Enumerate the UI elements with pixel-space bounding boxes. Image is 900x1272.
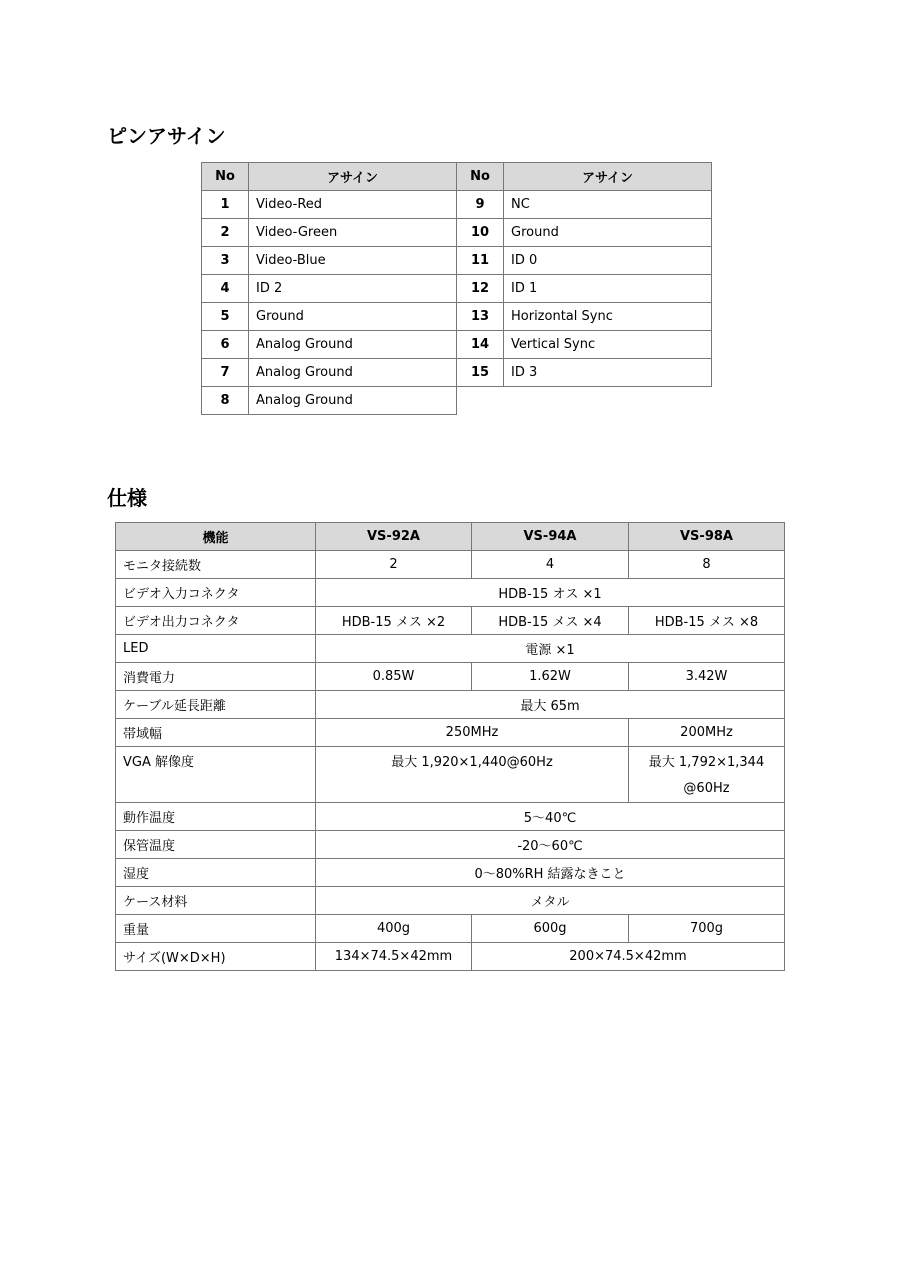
- cell-value: 200MHz: [629, 719, 785, 747]
- row-label: 消費電力: [116, 663, 316, 691]
- row-label: モニタ接続数: [116, 551, 316, 579]
- pin-assignment: Analog Ground: [249, 331, 457, 359]
- row-label: ケース材料: [116, 887, 316, 915]
- table-row: [116, 551, 785, 579]
- pin-number: 7: [202, 359, 249, 387]
- header-no: No: [202, 163, 249, 191]
- table-row: [116, 747, 785, 803]
- pin-number: 9: [457, 191, 504, 219]
- row-label: 動作温度: [116, 803, 316, 831]
- cell-value: 700g: [629, 915, 785, 943]
- pin-number: 12: [457, 275, 504, 303]
- cell-value: [629, 747, 785, 803]
- header-feature: 機能: [116, 523, 316, 551]
- table-row: [116, 803, 785, 831]
- vga-line-2: @60Hz: [683, 781, 730, 796]
- cell-value: 400g: [316, 915, 472, 943]
- cell-value: HDB-15 メス ×8: [629, 607, 785, 635]
- pin-number: 5: [202, 303, 249, 331]
- table-row: [202, 275, 712, 303]
- table-row: [202, 303, 712, 331]
- pin-number: 11: [457, 247, 504, 275]
- table-header-row: [202, 163, 712, 191]
- table-row: [116, 943, 785, 971]
- table-row: [116, 915, 785, 943]
- cell-value: HDB-15 オス ×1: [316, 579, 785, 607]
- cell-value: 600g: [472, 915, 629, 943]
- cell-value: 2: [316, 551, 472, 579]
- empty-cell: [457, 387, 504, 415]
- header-vs-94a: VS-94A: [472, 523, 629, 551]
- pin-number: 13: [457, 303, 504, 331]
- table-row: [202, 387, 712, 415]
- cell-value: HDB-15 メス ×4: [472, 607, 629, 635]
- table-row: [116, 887, 785, 915]
- pin-number: 15: [457, 359, 504, 387]
- pin-assign-title: ピンアサイン: [107, 124, 226, 148]
- vga-line-1: 最大 1,792×1,344: [648, 755, 765, 770]
- pin-assignment: ID 2: [249, 275, 457, 303]
- table-row: [116, 719, 785, 747]
- header-assign: アサイン: [504, 163, 712, 191]
- cell-value: 200×74.5×42mm: [472, 943, 785, 971]
- cell-value: 4: [472, 551, 629, 579]
- row-label: ビデオ出力コネクタ: [116, 607, 316, 635]
- cell-value: 1.62W: [472, 663, 629, 691]
- row-label: ビデオ入力コネクタ: [116, 579, 316, 607]
- row-label: 帯域幅: [116, 719, 316, 747]
- pin-assignment: Video-Red: [249, 191, 457, 219]
- row-label: サイズ(W×D×H): [116, 943, 316, 971]
- table-row: [116, 635, 785, 663]
- pin-assignment: Ground: [504, 219, 712, 247]
- cell-value: 8: [629, 551, 785, 579]
- pin-assignment: Vertical Sync: [504, 331, 712, 359]
- row-label: 重量: [116, 915, 316, 943]
- header-no: No: [457, 163, 504, 191]
- pin-number: 14: [457, 331, 504, 359]
- table-row: [116, 691, 785, 719]
- cell-value: 5～40℃: [316, 803, 785, 831]
- row-label: 湿度: [116, 859, 316, 887]
- table-row: [116, 859, 785, 887]
- pin-number: 2: [202, 219, 249, 247]
- row-label: VGA 解像度: [116, 747, 316, 803]
- row-label: ケーブル延長距離: [116, 691, 316, 719]
- cell-value: 250MHz: [316, 719, 629, 747]
- pin-assignment: Analog Ground: [249, 387, 457, 415]
- table-row: [116, 831, 785, 859]
- pin-number: 4: [202, 275, 249, 303]
- pin-assign-table: [201, 162, 712, 415]
- pin-number: 1: [202, 191, 249, 219]
- table-row: [202, 331, 712, 359]
- row-label: 保管温度: [116, 831, 316, 859]
- cell-value: 電源 ×1: [316, 635, 785, 663]
- table-row: [202, 191, 712, 219]
- pin-assignment: Video-Blue: [249, 247, 457, 275]
- pin-assignment: Analog Ground: [249, 359, 457, 387]
- cell-value: 3.42W: [629, 663, 785, 691]
- cell-value: 134×74.5×42mm: [316, 943, 472, 971]
- pin-assignment: ID 0: [504, 247, 712, 275]
- spec-title: 仕様: [107, 486, 147, 510]
- table-row: [116, 663, 785, 691]
- pin-assignment: NC: [504, 191, 712, 219]
- pin-assignment: Horizontal Sync: [504, 303, 712, 331]
- pin-assignment: Video-Green: [249, 219, 457, 247]
- spec-table: [115, 522, 785, 971]
- cell-value: 最大 65m: [316, 691, 785, 719]
- cell-value: 最大 1,920×1,440@60Hz: [316, 747, 629, 803]
- table-row: [202, 219, 712, 247]
- cell-value: 0～80%RH 結露なきこと: [316, 859, 785, 887]
- cell-value: 0.85W: [316, 663, 472, 691]
- row-label: LED: [116, 635, 316, 663]
- header-vs-92a: VS-92A: [316, 523, 472, 551]
- empty-cell: [504, 387, 712, 415]
- cell-value: -20～60℃: [316, 831, 785, 859]
- pin-assignment: Ground: [249, 303, 457, 331]
- cell-value: HDB-15 メス ×2: [316, 607, 472, 635]
- pin-assignment: ID 1: [504, 275, 712, 303]
- header-assign: アサイン: [249, 163, 457, 191]
- pin-number: 8: [202, 387, 249, 415]
- table-row: [202, 359, 712, 387]
- header-vs-98a: VS-98A: [629, 523, 785, 551]
- table-row: [116, 579, 785, 607]
- pin-number: 10: [457, 219, 504, 247]
- table-header-row: [116, 523, 785, 551]
- table-row: [202, 247, 712, 275]
- pin-assignment: ID 3: [504, 359, 712, 387]
- pin-number: 6: [202, 331, 249, 359]
- table-row: [116, 607, 785, 635]
- cell-value: メタル: [316, 887, 785, 915]
- pin-number: 3: [202, 247, 249, 275]
